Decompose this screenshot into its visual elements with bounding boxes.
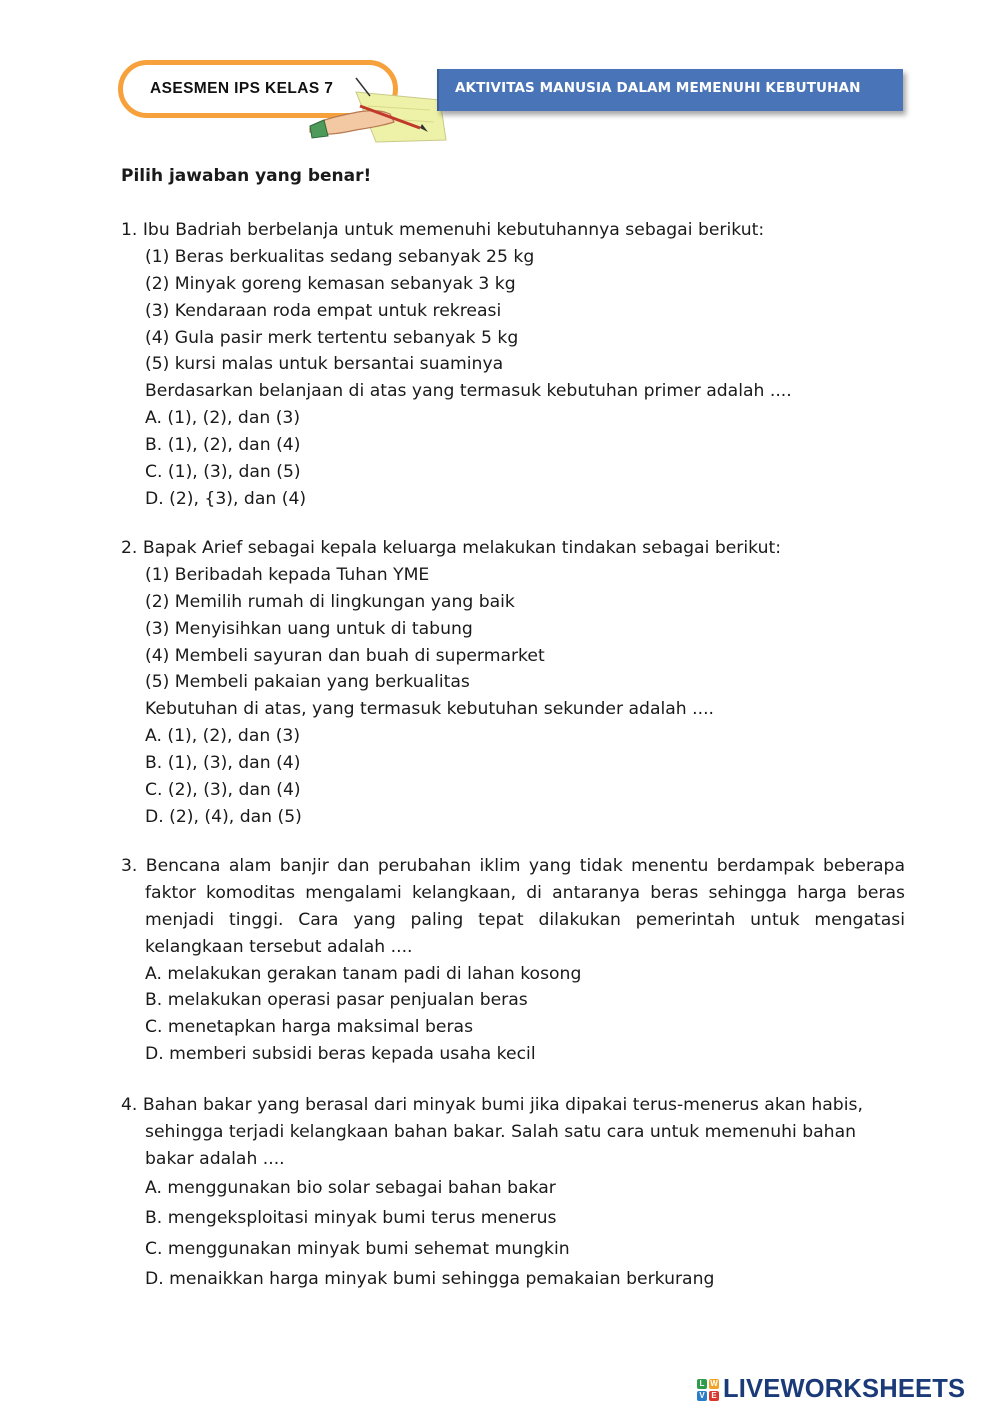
list-item: (3) Kendaraan roda empat untuk rekreasi	[145, 300, 502, 321]
badge-label: ASESMEN IPS KELAS 7	[150, 80, 334, 97]
question-prompt: Berdasarkan belanjaan di atas yang termasuk kebutuhan primer adalah ....	[145, 381, 792, 402]
header-badge	[112, 58, 457, 138]
list-item: (2) Memilih rumah di lingkungan yang baik	[145, 591, 515, 612]
liveworksheets-logo	[697, 1376, 997, 1406]
question-2	[121, 535, 905, 831]
list-item: (3) Menyisihkan uang untuk di tabung	[145, 618, 473, 639]
logo-letter: V	[697, 1391, 707, 1401]
answer-option[interactable]: C. (2), (3), dan (4)	[145, 780, 301, 801]
answer-option[interactable]: D. (2), (4), dan (5)	[145, 806, 302, 827]
banner-label: AKTIVITAS MANUSIA DALAM MEMENUHI KEBUTUHAN	[455, 80, 861, 96]
question-stem: kelangkaan tersebut adalah ....	[145, 936, 413, 957]
answer-option[interactable]: A. (1), (2), dan (3)	[145, 408, 301, 429]
question-4	[121, 1092, 905, 1295]
answer-option[interactable]: B. (1), (2), dan (4)	[145, 435, 301, 456]
question-1	[121, 217, 905, 513]
logo-letter: L	[697, 1379, 707, 1389]
answer-option[interactable]: D. (2), {3), dan (4)	[145, 488, 307, 509]
logo-letter: W	[710, 1379, 718, 1388]
answer-option[interactable]: B. melakukan operasi pasar penjualan beras	[145, 990, 528, 1011]
question-stem: 4. Bahan bakar yang berasal dari minyak bumi jika dipakai terus-menerus akan habis,	[121, 1095, 863, 1115]
logo-grid-icon	[697, 1379, 721, 1403]
question-stem: faktor komoditas mengalami kelangkaan, di antaranya beras sehingga harga beras	[145, 882, 905, 903]
list-item: (5) Membeli pakaian yang berkualitas	[145, 672, 470, 693]
question-stem: menjadi tinggi. Cara yang paling tepat dilakukan pemerintah untuk mengatasi	[145, 909, 905, 930]
list-item: (1) Beribadah kepada Tuhan YME	[145, 564, 430, 585]
list-item: (4) Gula pasir merk tertentu sebanyak 5 kg	[145, 327, 519, 348]
answer-option[interactable]: C. (1), (3), dan (5)	[145, 462, 301, 483]
answer-option[interactable]: A. (1), (2), dan (3)	[145, 726, 301, 747]
question-3	[121, 853, 905, 1068]
topic-banner	[437, 69, 903, 111]
answer-option[interactable]: B. mengeksploitasi minyak bumi terus menerus	[145, 1208, 557, 1229]
answer-option[interactable]: A. menggunakan bio solar sebagai bahan bakar	[145, 1177, 556, 1198]
question-stem: 2. Bapak Arief sebagai kepala keluarga melakukan tindakan sebagai berikut:	[121, 538, 781, 558]
question-stem: 1. Ibu Badriah berbelanja untuk memenuhi kebutuhannya sebagai berikut:	[121, 220, 765, 240]
answer-option[interactable]: B. (1), (3), dan (4)	[145, 753, 301, 774]
list-item: (2) Minyak goreng kemasan sebanyak 3 kg	[145, 273, 516, 294]
question-stem: bakar adalah ....	[145, 1148, 285, 1169]
question-stem: sehingga terjadi kelangkaan bahan bakar. Salah satu cara untuk memenuhi bahan	[145, 1121, 856, 1142]
logo-letter: E	[709, 1391, 719, 1401]
logo-text: LIVEWORKSHEETS	[723, 1375, 966, 1403]
instruction-heading: Pilih jawaban yang benar!	[121, 166, 372, 186]
answer-option[interactable]: C. menetapkan harga maksimal beras	[145, 1017, 474, 1038]
list-item: (5) kursi malas untuk bersantai suaminya	[145, 354, 504, 375]
answer-option[interactable]: A. melakukan gerakan tanam padi di lahan kosong	[145, 963, 582, 984]
question-stem: 3. Bencana alam banjir dan perubahan iklim yang tidak menentu berdampak beberapa	[121, 856, 905, 876]
list-item: (1) Beras berkualitas sedang sebanyak 25 kg	[145, 246, 535, 267]
question-prompt: Kebutuhan di atas, yang termasuk kebutuhan sekunder adalah ....	[145, 699, 715, 720]
answer-option[interactable]: C. menggunakan minyak bumi sehemat mungkin	[145, 1238, 570, 1259]
list-item: (4) Membeli sayuran dan buah di supermarket	[145, 645, 545, 666]
answer-option[interactable]: D. memberi subsidi beras kepada usaha kecil	[145, 1044, 536, 1065]
writing-hand-icon	[298, 70, 448, 150]
answer-option[interactable]: D. menaikkan harga minyak bumi sehingga pemakaian berkurang	[145, 1269, 715, 1290]
